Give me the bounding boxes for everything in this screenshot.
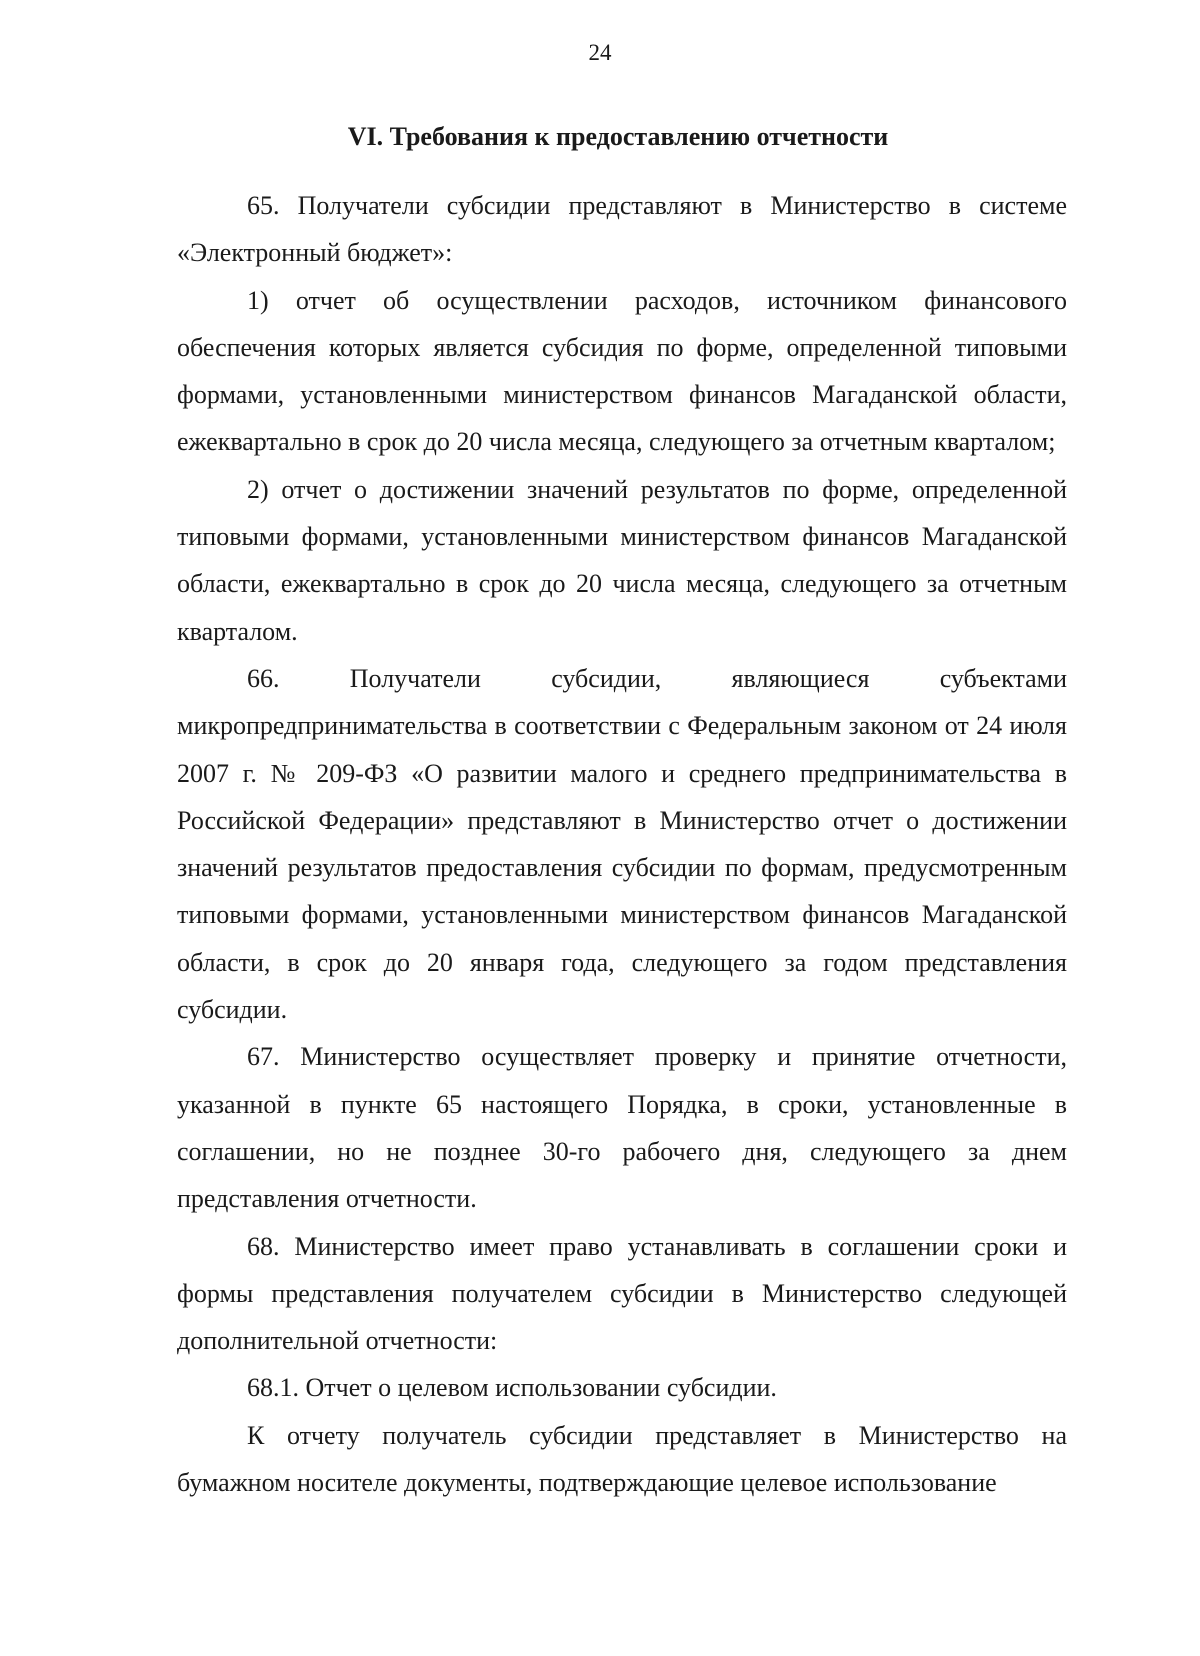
- paragraph-65-item-2: 2) отчет о достижении значений результатов по форме, определенной типовыми формами, установленными министерством финансов Магаданской области, ежеквартально в срок до 20 числа месяца, следующего за отчетным кварталом.: [177, 474, 1067, 646]
- paragraph-65-item-1: 1) отчет об осуществлении расходов, источником финансового обеспечения которых является субсидия по форме, определенной типовыми формами, установленными министерством финансов Магаданской области, ежеквартально в срок до 20 числа месяца, следующего за отчетным кварталом;: [177, 285, 1067, 457]
- document-body: [177, 182, 1067, 1506]
- paragraph-68-1: 68.1. Отчет о целевом использовании субсидии.: [247, 1373, 777, 1403]
- paragraph-68-1-continued: К отчету получатель субсидии представляет в Министерство на бумажном носителе документы, подтверждающие целевое использование: [177, 1420, 1067, 1498]
- page-number: 24: [588, 40, 612, 65]
- section-heading: VI. Требования к предоставлению отчетности: [347, 122, 889, 151]
- paragraph-68: 68. Министерство имеет право устанавливать в соглашении сроки и формы представления получателем субсидии в Министерство следующей дополнительной отчетности:: [177, 1231, 1067, 1356]
- paragraph-66: 66. Получатели субсидии, являющиеся субъектами микропредпринимательства в соответствии с Федеральным законом от 24 июля 2007 г. № 209-ФЗ «О развитии малого и среднего предпринимательства в Российской Федерации» представляют в Министерство отчет о достижении значений результатов предоставления субсидии по формам, предусмотренным типовыми формами, установленными министерством финансов Магаданской области, в срок до 20 января года, следующего за годом представления субсидии.: [177, 663, 1067, 1025]
- paragraph-67: 67. Министерство осуществляет проверку и принятие отчетности, указанной в пункте 65 настоящего Порядка, в сроки, установленные в соглашении, но не позднее 30-го рабочего дня, следующего за днем представления отчетности.: [177, 1042, 1067, 1214]
- paragraph-65: 65. Получатели субсидии представляют в Министерство в системе «Электронный бюджет»:: [177, 191, 1067, 268]
